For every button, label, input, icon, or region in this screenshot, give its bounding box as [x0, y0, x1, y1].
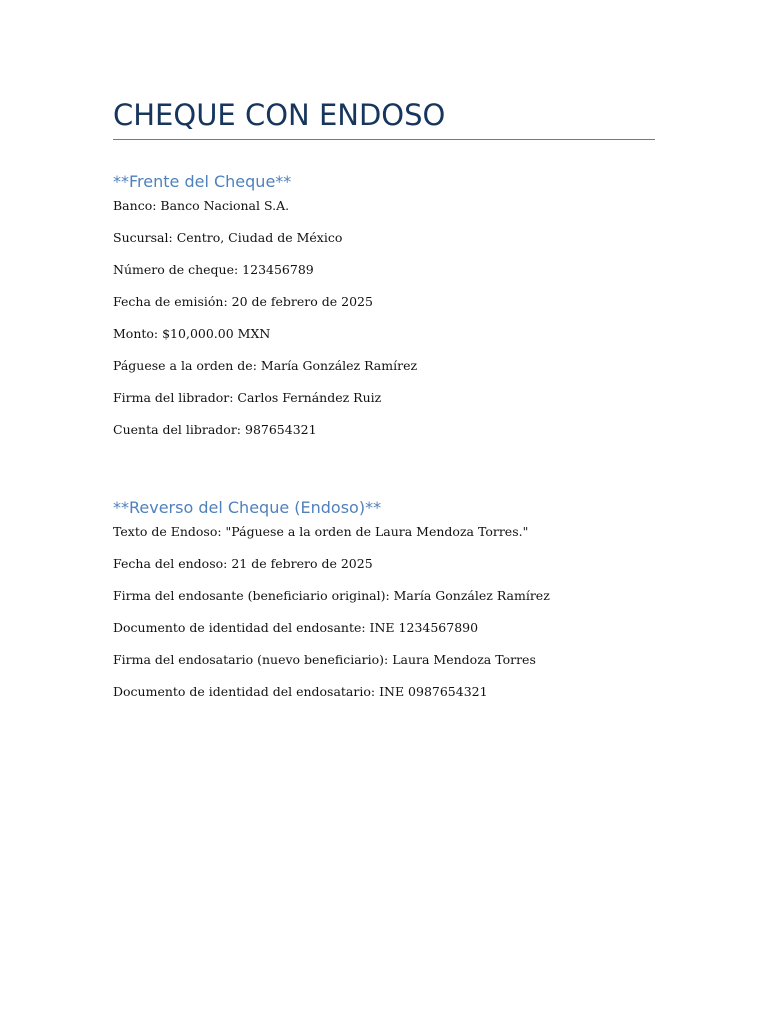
back-field-endorser-signature: Firma del endosante (beneficiario original): María González Ramírez [113, 588, 550, 603]
back-section-heading: **Reverso del Cheque (Endoso)** [113, 498, 382, 517]
back-field-endorsement-text: Texto de Endoso: "Páguese a la orden de Laura Mendoza Torres." [113, 524, 529, 539]
front-field-drawer-account: Cuenta del librador: 987654321 [113, 422, 317, 437]
front-field-drawer-signature: Firma del librador: Carlos Fernández Ruiz [113, 390, 382, 405]
front-field-cheque-number: Número de cheque: 123456789 [113, 262, 314, 277]
back-field-endorsee-id: Documento de identidad del endosatario: INE 0987654321 [113, 684, 488, 699]
back-field-endorsement-date: Fecha del endoso: 21 de febrero de 2025 [113, 556, 373, 571]
title-underline [113, 139, 655, 140]
document-title: CHEQUE CON ENDOSO [113, 98, 446, 132]
back-field-endorser-id: Documento de identidad del endosante: INE 1234567890 [113, 620, 479, 635]
front-field-issue-date: Fecha de emisión: 20 de febrero de 2025 [113, 294, 373, 309]
front-field-bank: Banco: Banco Nacional S.A. [113, 198, 290, 213]
front-section-heading: **Frente del Cheque** [113, 172, 292, 191]
front-field-payee: Páguese a la orden de: María González Ramírez [113, 358, 418, 373]
front-field-amount: Monto: $10,000.00 MXN [113, 326, 271, 341]
front-field-branch: Sucursal: Centro, Ciudad de México [113, 230, 343, 245]
back-field-endorsee-signature: Firma del endosatario (nuevo beneficiario): Laura Mendoza Torres [113, 652, 536, 667]
